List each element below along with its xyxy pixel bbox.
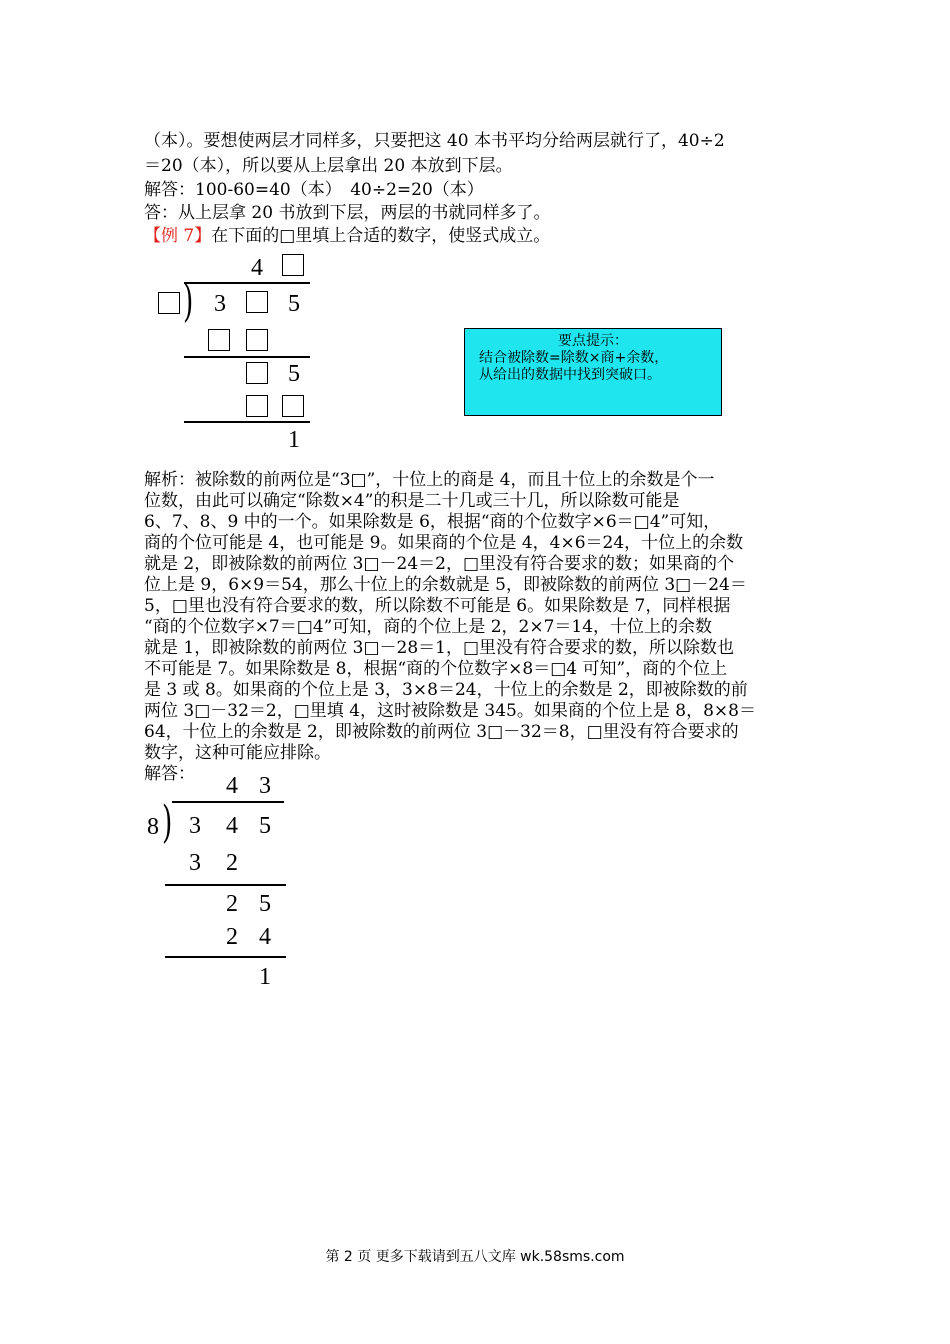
puzzle-blank-box (246, 395, 268, 417)
analysis-line: 解析：被除数的前两位是“3□”，十位上的商是 4，而且十位上的余数是个一 (144, 470, 715, 490)
subtraction-line (165, 956, 286, 958)
analysis-line: 位数，由此可以确定“除数×4”的积是二十几或三十几，所以除数可能是 (144, 491, 680, 511)
analysis-paragraph (144, 470, 812, 785)
hint-line-2: 从给出的数据中找到突破口。 (479, 367, 661, 383)
solved-remainder: 1 (259, 964, 271, 990)
hint-box (464, 328, 722, 416)
analysis-line: 位上是 9，6×9＝54，那么十位上的余数就是 5，即被除数的前两位 3□－24＝ (144, 575, 747, 595)
puzzle-blank-box (246, 362, 268, 384)
puzzle-diff-digit: 5 (288, 361, 300, 387)
solved-diff-digit: 2 (226, 891, 238, 917)
subtraction-line (184, 421, 310, 423)
puzzle-blank-box (158, 292, 180, 314)
solved-product-digit: 3 (189, 850, 201, 876)
solved-dividend-digit: 3 (189, 813, 201, 839)
analysis-line: 5，□里也没有符合要求的数，所以除数不可能是 6。如果除数是 7，同样根据 (144, 596, 731, 616)
division-bar (172, 801, 284, 803)
solved-dividend-digit: 5 (259, 813, 271, 839)
puzzle-blank-box (208, 329, 230, 351)
solved-quotient-digit: 3 (259, 773, 271, 799)
subtraction-line (184, 356, 310, 358)
analysis-line: 就是 1，即被除数的前两位 3□－28＝1，□里没有符合要求的数，所以除数也 (144, 638, 735, 658)
analysis-line: 是 3 或 8。如果商的个位上是 3，3×8＝24，十位上的余数是 2，即被除数的前 (144, 680, 748, 700)
solved-product-digit: 2 (226, 850, 238, 876)
division-bracket: ) (183, 276, 194, 327)
intro-solution: 解答：100-60=40（本） 40÷2=20（本） (144, 180, 484, 200)
analysis-line: 商的个位可能是 4，也可能是 9。如果商的个位是 4，4×6＝24，十位上的余数 (144, 533, 744, 553)
division-bracket: ) (162, 797, 173, 848)
example-text: 在下面的□里填上合适的数字，使竖式成立。 (211, 226, 551, 246)
subtraction-line (165, 884, 286, 886)
page-footer: 第 2 页 更多下载请到五八文库 wk.58sms.com (325, 1249, 625, 1265)
puzzle-blank-box (282, 395, 304, 417)
solved-dividend-digit: 4 (226, 813, 238, 839)
solved-divisor: 8 (147, 814, 159, 840)
analysis-line: 64，十位上的余数是 2，即被除数的前两位 3□－32＝8，□里没有符合要求的 (144, 722, 739, 742)
analysis-line: 6、7、8、9 中的一个。如果除数是 6，根据“商的个位数字×6＝□4”可知， (144, 512, 721, 532)
solved-product-digit: 4 (259, 924, 271, 950)
analysis-line: “商的个位数字×7＝□4”可知，商的个位上是 2，2×7＝14，十位上的余数 (144, 617, 713, 637)
analysis-line: 数字，这种可能应排除。 (144, 743, 331, 763)
example-heading (144, 225, 550, 247)
solved-diff-digit: 5 (259, 891, 271, 917)
answer-label: 解答： (144, 764, 195, 784)
puzzle-blank-box (282, 254, 304, 276)
puzzle-blank-box (246, 291, 268, 313)
solved-quotient-digit: 4 (226, 773, 238, 799)
puzzle-dividend-digit: 3 (214, 291, 226, 317)
puzzle-dividend-digit: 5 (288, 291, 300, 317)
puzzle-remainder: 1 (288, 427, 300, 453)
analysis-line: 两位 3□－32＝2，□里填 4，这时被除数是 345。如果商的个位上是 8，8×8＝ (144, 701, 756, 721)
intro-line-2: ＝20（本），所以要从上层拿出 20 本放到下层。 (144, 156, 513, 176)
analysis-line: 不可能是 7。如果除数是 8，根据“商的个位数字×8＝□4 可知”，商的个位上 (144, 659, 728, 679)
analysis-line: 就是 2，即被除数的前两位 3□－24＝2，□里没有符合要求的数；如果商的个 (144, 554, 735, 574)
puzzle-blank-box (246, 329, 268, 351)
solved-product-digit: 2 (226, 924, 238, 950)
hint-title: 要点提示： (558, 333, 628, 349)
intro-line-1: （本）。要想使两层才同样多，只要把这 40 本书平均分给两层就行了，40÷2 (144, 131, 725, 151)
division-bar (184, 282, 310, 284)
hint-line-1: 结合被除数=除数×商+余数， (479, 350, 669, 366)
intro-answer: 答：从上层拿 20 书放到下层，两层的书就同样多了。 (144, 203, 551, 223)
example-label: 【例 7】 (144, 226, 212, 246)
puzzle-quotient-digit: 4 (251, 255, 263, 281)
